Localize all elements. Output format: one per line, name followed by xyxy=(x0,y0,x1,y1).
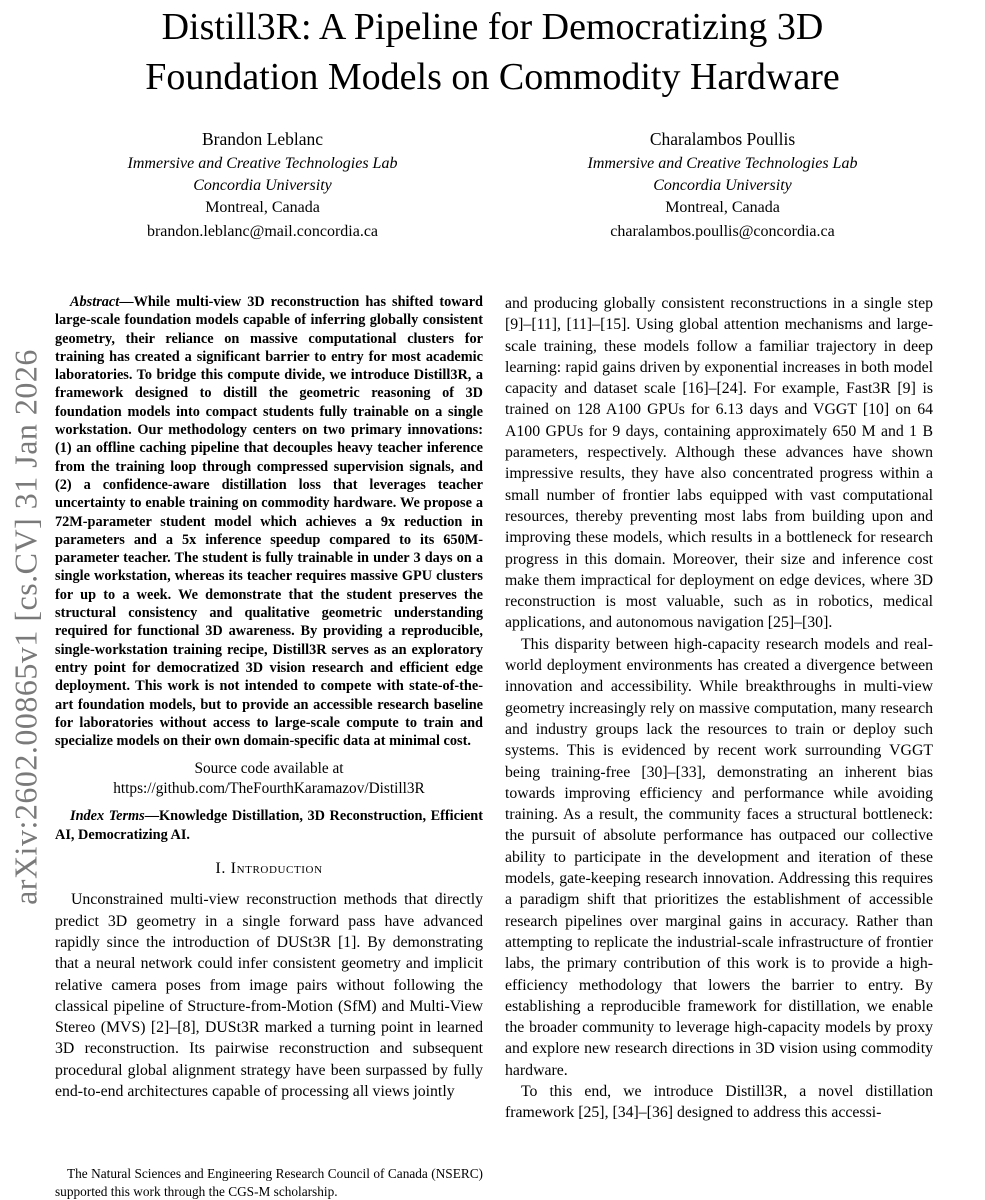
paper-title-line-2: Foundation Models on Commodity Hardware xyxy=(145,56,840,98)
paper-title-line-1: Distill3R: A Pipeline for Democratizing 3D xyxy=(161,6,824,48)
paper-title xyxy=(0,0,985,102)
author-block-1 xyxy=(78,128,448,243)
author-university: Concordia University xyxy=(193,177,332,194)
source-code-url[interactable]: https://github.com/TheFourthKaramazov/Distill3R xyxy=(113,779,425,797)
source-code-caption: Source code available at xyxy=(194,760,344,778)
left-column xyxy=(55,293,483,1200)
section-heading-introduction: I. Introduction xyxy=(215,859,323,878)
author-location: Montreal, Canada xyxy=(665,199,780,216)
author-lab: Immersive and Creative Technologies Lab xyxy=(587,155,858,172)
author-lab: Immersive and Creative Technologies Lab xyxy=(127,155,398,172)
funding-footnote: The Natural Sciences and Engineering Research Council of Canada (NSERC) supported this work through the CGS-M scholarship. xyxy=(55,1161,483,1200)
arxiv-watermark: arXiv:2602.00865v1 [cs.CV] 31 Jan 2026 xyxy=(7,349,44,905)
body-paragraph: To this end, we introduce Distill3R, a novel distillation framework [25], [34]–[36] designed to address this accessi- xyxy=(505,1082,933,1122)
author-location: Montreal, Canada xyxy=(205,199,320,216)
right-column xyxy=(505,293,933,1200)
author-email: charalambos.poullis@concordia.ca xyxy=(610,223,835,240)
author-blocks xyxy=(0,128,985,243)
index-terms-label: Index Terms xyxy=(70,808,145,825)
intro-paragraph: Unconstrained multi-view reconstruction methods that directly predict 3D geometry in a single forward pass have advanced rapidly since the introduction of DUSt3R [1]. By demonstrating that a neural network could infer consistent geometry and implicit relative camera poses from image pairs without following the classical pipeline of Structure-from-Motion (SfM) and Multi-View Stereo (MVS) [2]–[8], DUSt3R marked a turning point in learned 3D reconstruction. Its pairwise reconstruction and subsequent procedural global alignment strategy have been surpassed by fully end-to-end architectures capable of processing all views jointly xyxy=(55,891,483,1100)
author-name: Brandon Leblanc xyxy=(202,129,323,149)
index-terms xyxy=(55,807,483,844)
author-name: Charalambos Poullis xyxy=(649,129,796,149)
author-university: Concordia University xyxy=(653,177,792,194)
abstract xyxy=(55,293,483,750)
source-code-note xyxy=(55,759,483,798)
body-paragraph-continuation: and producing globally consistent reconstructions in a single step [9]–[11], [11]–[15]. Using global attention mechanisms and large-scale training, these models follow a familiar trajectory in deep learning: rapid gains driven by exponential increases in both model capacity and dataset scale [16]–[24]. For example, Fast3R [9] is trained on 128 A100 GPUs for 6.13 days and VGGT [10] on 64 A100 GPUs for 9 days, containing approximately 650 M and 1 B parameters, respectively. Although these advances have shown impressive results, they have also concentrated progress within a small number of frontier labs equipped with vast computational resources, thereby preventing most labs from building upon and improving these models, which results in a bottleneck for research progress in this domain. Moreover, their size and inference cost make them impractical for deployment on edge devices, where 3D reconstruction is most valuable, such as in robotics, medical applications, and autonomous navigation [25]–[30]. xyxy=(505,295,933,632)
index-terms-text: —Knowledge Distillation, 3D Reconstruction, Efficient AI, Democratizing AI. xyxy=(55,808,483,843)
body-paragraph: This disparity between high-capacity research models and real-world deployment environments has created a divergence between innovation and accessibility. While breakthroughs in multi-view geometry increasingly rely on massive computation, many research and industry groups lack the resources to train or deploy such systems. This is evidenced by recent work surrounding VGGT being training-free [30]–[33], demonstrating an inherent bias towards improving efficiency and performance while avoiding training. As a result, the community faces a structural bottleneck: the pursuit of absolute performance has outpaced our collective ability to participate in the development and iteration of these models, gate-keeping research innovation. Addressing this requires a paradigm shift that prioritizes the establishment of accessible research pipelines over marginal gains in accuracy. Rather than attempting to replicate the industrial-scale infrastructure of frontier labs, the primary contribution of this work is to provide a high-efficiency methodology that lowers the barrier to entry. By establishing a reproducible framework for distillation, we enable the broader community to leverage high-capacity models by proxy and explore new research directions in 3D vision using commodity hardware. xyxy=(505,635,933,1079)
abstract-label: Abstract xyxy=(70,294,120,310)
body-columns xyxy=(55,293,933,1200)
abstract-text: —While multi-view 3D reconstruction has shifted toward large-scale foundation models capable of inferring globally consistent geometry, their reliance on massive computational clusters for training has created a significant barrier to entry for most academic laboratories. To bridge this compute divide, we introduce Distill3R, a framework designed to distill the geometric reasoning of 3D foundation models into compact students fully trainable on a single workstation. Our methodology centers on two primary innovations: (1) an offline caching pipeline that decouples heavy teacher inference from the training loop through compressed supervision signals, and (2) a confidence-aware distillation loss that leverages teacher uncertainty to enable training on commodity hardware. We propose a 72M-parameter student model which achieves a 9x reduction in parameters and a 5x inference speedup compared to its 650M-parameter teacher. The student is fully trainable in under 3 days on a single workstation, whereas its teacher requires massive GPU clusters for up to a week. We demonstrate that the student preserves the structural consistency and qualitative geometric understanding required for functional 3D awareness. By providing a reproducible, single-workstation training recipe, Distill3R serves as an exploratory entry point for democratized 3D vision research and efficient edge deployment. This work is not intended to compete with state-of-the-art foundation models, but to provide an accessible research baseline for laboratories without access to large-scale compute to train and specialize models on their own domain-specific data at minimal cost. xyxy=(55,294,483,750)
author-block-2 xyxy=(538,128,908,243)
author-email: brandon.leblanc@mail.concordia.ca xyxy=(146,223,379,240)
